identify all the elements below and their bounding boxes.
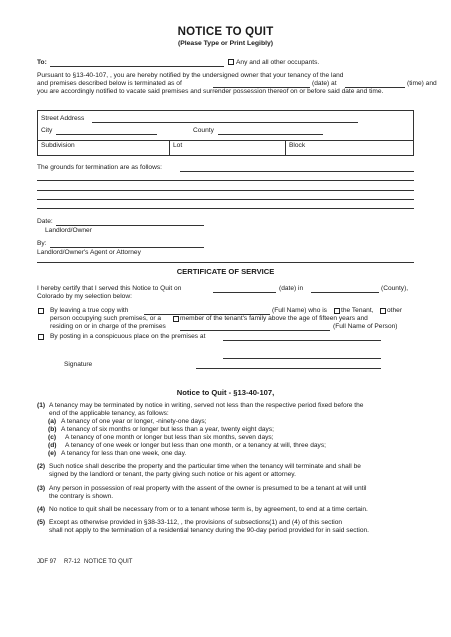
statute-item-number: (2) [37,463,46,470]
service-date-field[interactable] [213,292,276,293]
grounds-line-3[interactable] [37,190,414,191]
grounds-line-2[interactable] [37,180,414,181]
city-label: City [41,127,53,134]
city-field[interactable] [56,134,157,135]
street-address-field[interactable] [92,122,358,123]
grounds-line-1[interactable] [180,171,414,172]
premises-address-box [37,110,414,156]
opt1-text-c: the Tenant, [341,307,374,314]
cert-line-1c: (County), [381,285,409,292]
section-divider [37,262,414,263]
statute-item-text: end of the applicable tenancy, as follows: [49,410,169,417]
cert-line-1b: (date) in [279,285,304,292]
statute-item-text: A tenancy of one month or longer but less than six months, seven days; [65,434,274,441]
opt2-text: By posting in a conspicuous place on the premises at [50,333,206,340]
lot-label: Lot [173,142,183,149]
statute-item-number: (4) [37,506,46,513]
other-person-checkbox[interactable] [380,308,386,314]
footer-form-id: JDF 97 [37,559,57,565]
statute-item-number: (d) [48,442,57,449]
address-box-divider [37,140,414,141]
intro-line-2a: and premises described below is terminated as of [37,80,182,87]
intro-line-1: Pursuant to §13-40-107, , you are hereby notified by the undersigned owner that your tenancy of the land [37,72,344,79]
statute-item-text: shall not apply to the termination of a residential tenancy during the 90-day period provided for in said section. [49,527,369,534]
statute-item-number: (c) [48,434,57,441]
block-label: Block [289,142,306,149]
document-subtitle: (Please Type or Print Legibly) [177,40,274,47]
opt1-text-d: other [387,307,403,314]
statute-item-number: (a) [48,418,57,425]
statute-item-text: A tenancy of one year or longer, -ninety-one days; [61,418,207,425]
grounds-line-4[interactable] [37,199,414,200]
statute-item-text: A tenancy of six months or longer but less than a year, twenty eight days; [61,426,274,433]
opt1-text-a: By leaving a true copy with [50,307,129,314]
intro-line-2c: (time) and [407,80,437,87]
statute-item-text: signed by the landlord or tenant, the party giving such notice or his agent or attorney. [49,471,296,478]
statute-item-text: No notice to quit shall be necessary from or to a tenant whose term is, by agreement, to end at a time certain. [49,506,368,513]
by-label: By: [37,240,47,247]
street-address-label: Street Address [41,115,85,122]
date-label: Date: [37,218,53,225]
agent-label: Landlord/Owner's Agent or Attorney [37,249,141,256]
occupants-label: Any and all other occupants. [236,59,320,66]
family-member-checkbox[interactable] [173,316,179,322]
document-title: NOTICE TO QUIT [177,26,274,38]
grounds-line-5[interactable] [37,208,414,209]
posting-checkbox[interactable] [38,334,44,340]
certificate-title: CERTIFICATE OF SERVICE [176,267,275,276]
footer-form-name: NOTICE TO QUIT [84,559,133,565]
statute-item-number: (e) [48,450,57,457]
county-field[interactable] [218,134,323,135]
signature-label: Signature [64,361,93,368]
intro-line-3: you are accordingly notified to vacate said premises and surrender possession thereof on or before said date and time. [37,88,384,95]
statute-item-text: A tenancy may be terminated by notice in writing, served not less than the respective period fixed before the [49,402,364,409]
occupants-checkbox[interactable] [228,59,234,65]
agent-signature-field[interactable] [50,247,204,248]
opt1-line3a: residing on or in charge of the premises [50,323,166,330]
server-name-field[interactable] [223,358,381,359]
statute-item-text: the contrary is shown. [49,493,114,500]
opt1-line3b: (Full Name of Person) [333,323,398,330]
intro-line-2b: (date) at [312,80,337,87]
to-field[interactable] [50,66,224,67]
service-county-field[interactable] [311,292,379,293]
owner-label: Landlord/Owner [45,227,92,234]
owner-signature-field[interactable] [56,225,204,226]
grounds-label: The grounds for termination are as follows: [37,164,162,171]
statute-item-text: Except as otherwise provided in §38-33-112, , the provisions of subsections(1) and (4) of this section [49,519,343,526]
statute-item-text: A tenancy of one week or longer but less than one month, or a tenancy at will, three days; [65,442,326,449]
statute-title: Notice to Quit - §13-40-107, [176,388,275,397]
cert-line-2: Colorado by my selection below: [37,293,132,300]
opt1-line2b: member of the tenant's family above the age of fifteen years and [180,315,368,322]
statute-item-text: Any person in possession of real property with the assent of the owner is presumed to be a tenant at will until [49,485,367,492]
opt1-text-b: (Full Name) who is [272,307,327,314]
statute-item-text: Such notice shall describe the property and the particular time when the tenancy will terminate and shall be [49,463,361,470]
leave-copy-checkbox[interactable] [38,308,44,314]
county-label: County [193,127,214,134]
statute-item-text: A tenancy for less than one week, one day. [61,450,187,457]
statute-item-number: (b) [48,426,57,433]
to-label: To: [37,59,47,66]
person-in-charge-name-field[interactable] [180,330,330,331]
address-box-divider-lot [169,140,170,156]
subdivision-label: Subdivision [41,142,75,149]
statute-item-number: (5) [37,519,46,526]
cert-line-1a: I hereby certify that I served this Notice to Quit on [37,285,182,292]
footer-revision: R7-12 [64,559,81,565]
address-box-divider-block [285,140,286,156]
tenant-checkbox[interactable] [334,308,340,314]
statute-item-number: (3) [37,485,46,492]
server-signature-field[interactable] [196,368,381,369]
statute-item-number: (1) [37,402,46,409]
posting-location-field[interactable] [223,340,381,341]
opt1-line2a: person occupying such premises, or a [50,315,162,322]
